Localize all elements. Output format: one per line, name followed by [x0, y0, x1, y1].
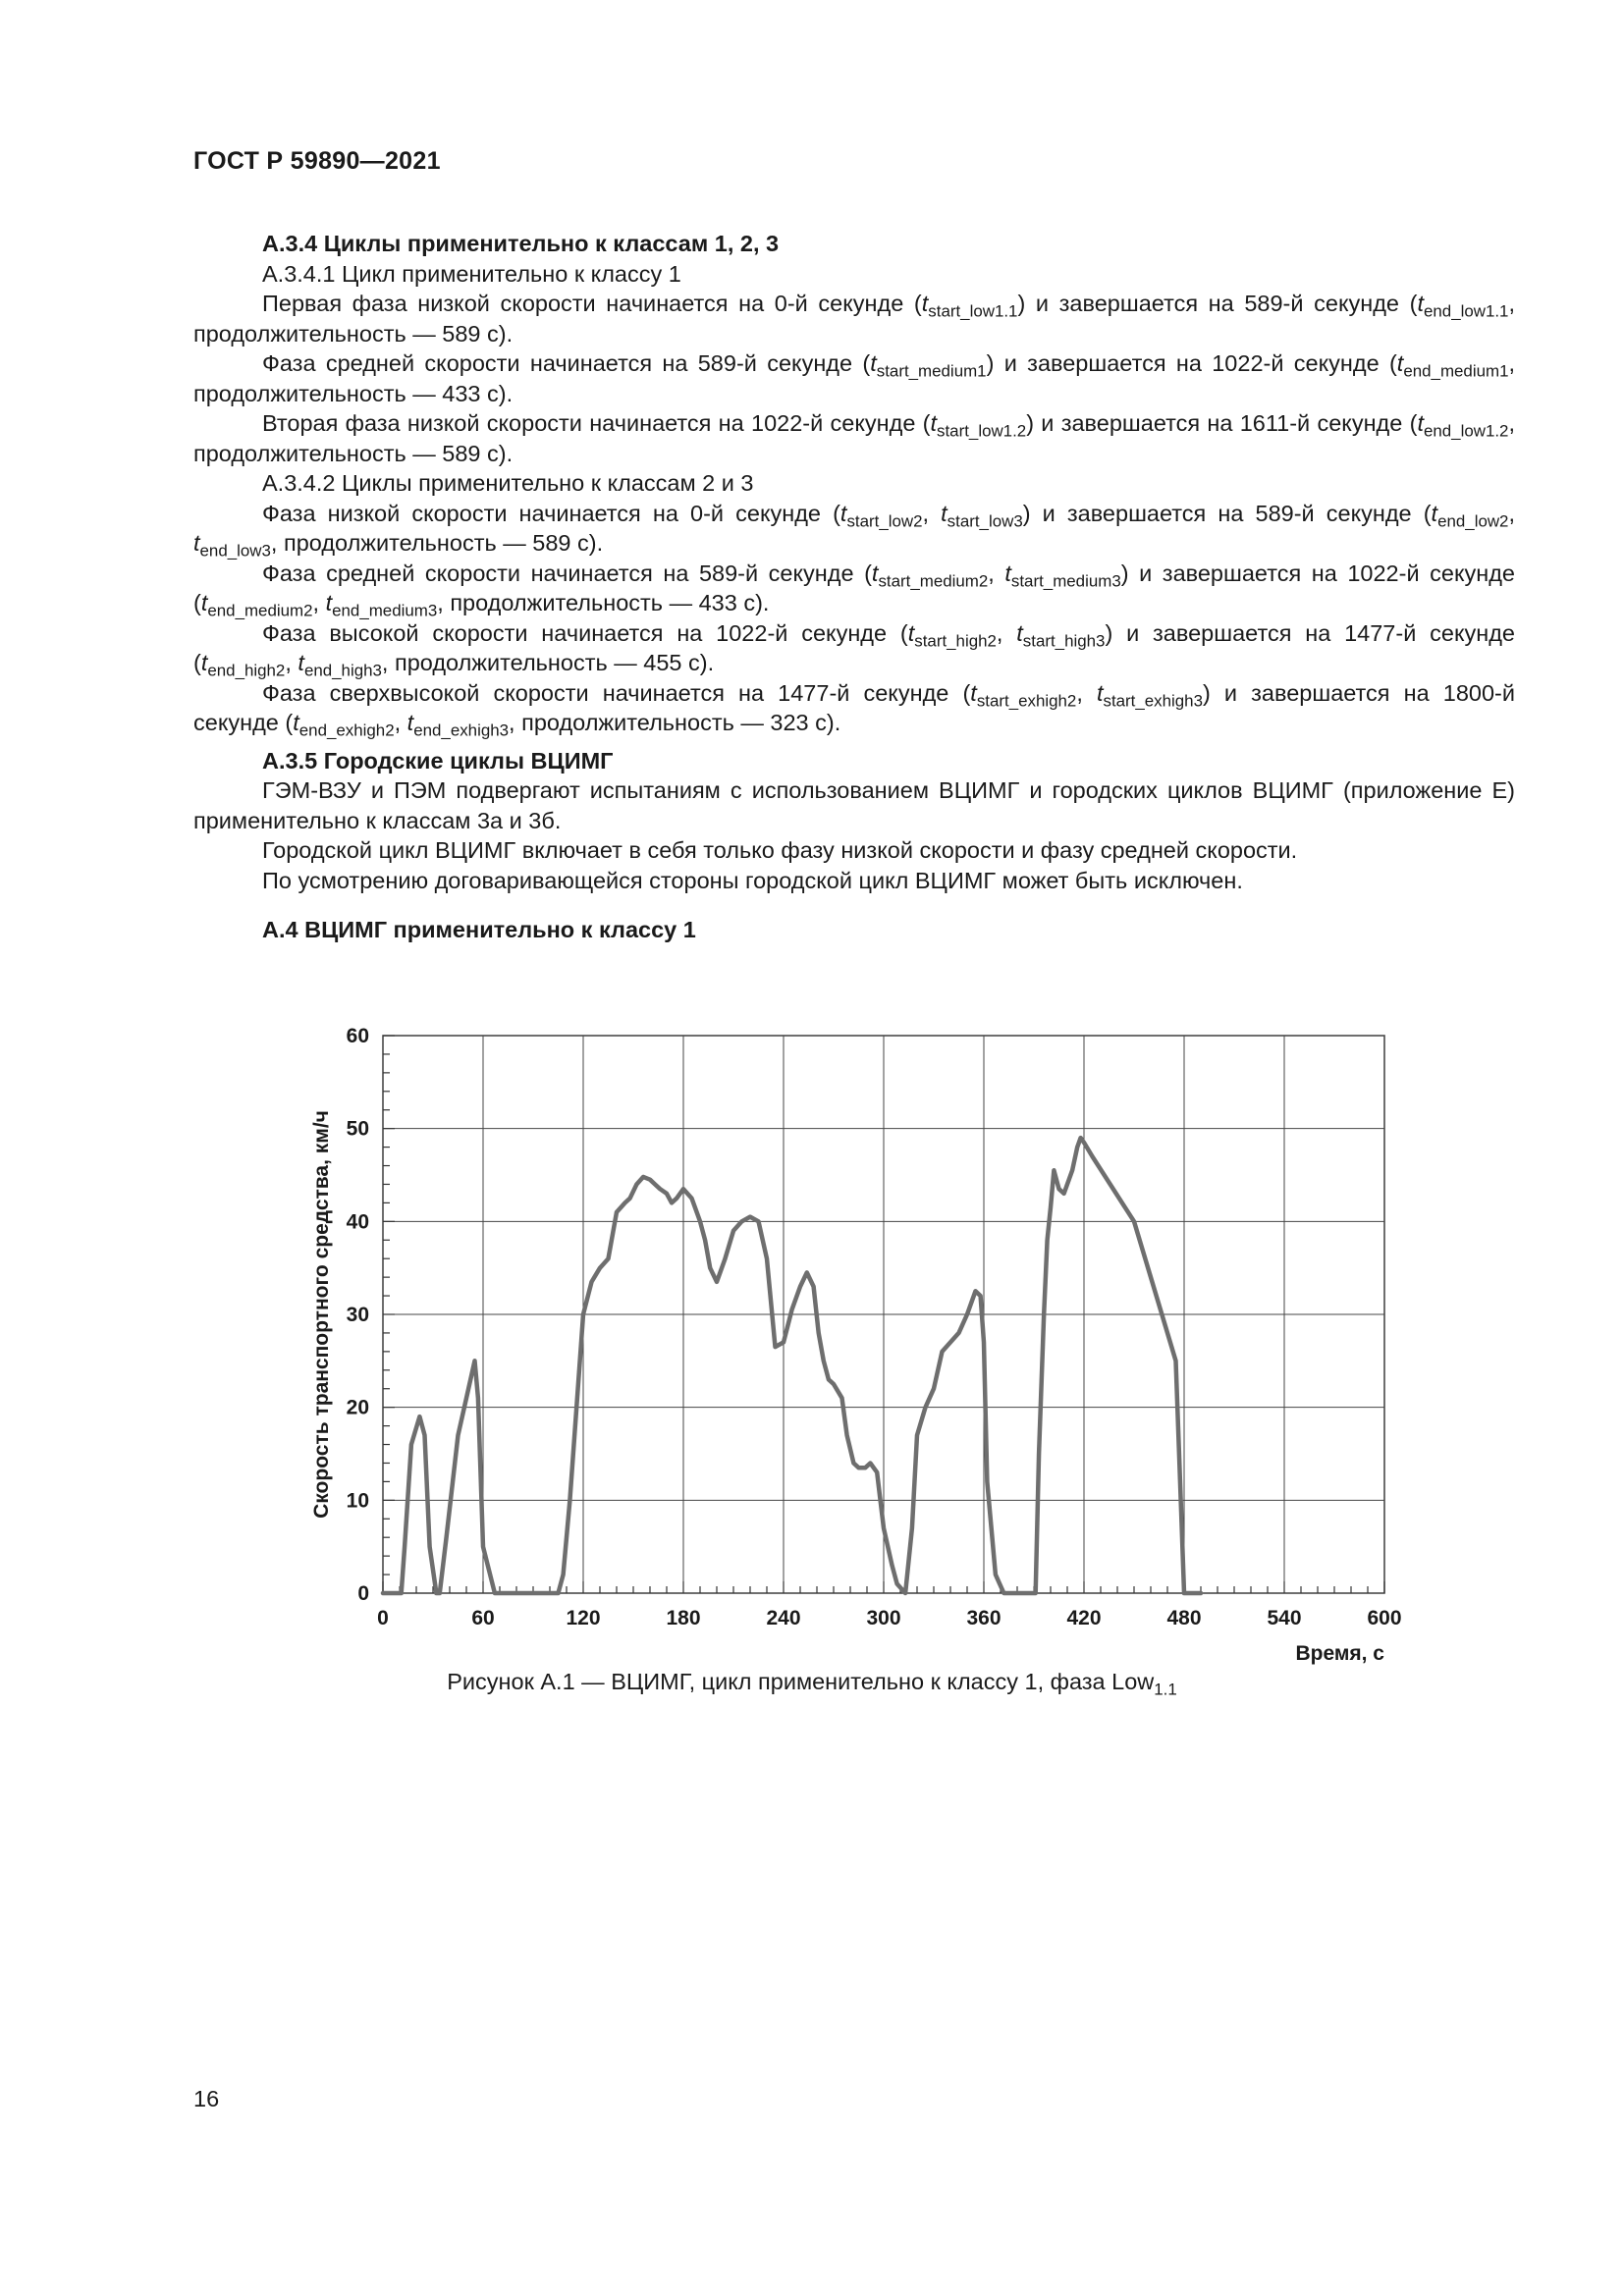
- text-run: , продолжительность — 323 с).: [509, 710, 841, 735]
- subscript: start_medium3: [1010, 570, 1121, 590]
- subscript: start_high3: [1022, 630, 1106, 650]
- var-t: t: [839, 500, 847, 526]
- speed-series-line: [383, 1138, 1201, 1593]
- x-tick-label: 480: [1166, 1607, 1202, 1629]
- line-layer: [383, 1138, 1201, 1593]
- subscript: start_exhigh2: [976, 690, 1077, 710]
- subscript: start_low3: [947, 510, 1023, 530]
- text-run: Вторая фаза низкой скорости начинается на 1022-й секунде (: [262, 410, 931, 436]
- var-t: t: [921, 291, 929, 316]
- x-tick-label: 0: [377, 1607, 389, 1629]
- subscript: end_medium1: [1403, 361, 1509, 381]
- subscript: end_exhigh2: [298, 721, 395, 740]
- document-header: ГОСТ Р 59890—2021: [193, 147, 441, 175]
- subscript: start_exhigh3: [1103, 690, 1203, 710]
- x-axis-label: Время, с: [1295, 1642, 1384, 1665]
- y-tick-label: 10: [346, 1489, 369, 1513]
- x-tick-label: 60: [471, 1607, 495, 1629]
- y-tick-label: 0: [357, 1582, 369, 1605]
- figure-caption: [0, 1669, 1624, 1699]
- text-run: ) и завершается на 589-й секунде (: [1017, 291, 1418, 316]
- subscript: end_medium3: [332, 601, 438, 620]
- subscript: end_low2: [1437, 510, 1509, 530]
- subscript: end_exhigh3: [413, 721, 510, 740]
- text-run: Фаза средней скорости начинается на 589-й секунде (: [262, 350, 871, 376]
- text-run: ) и завершается на 1022-й секунде (: [986, 350, 1397, 376]
- text-run: , продолжительность — 589 с).: [193, 410, 1515, 466]
- var-t: t: [200, 590, 208, 615]
- text-run: , продолжительность — 433 с).: [437, 590, 770, 615]
- x-tick-label: 600: [1367, 1607, 1402, 1629]
- text-run: ,: [1076, 679, 1097, 706]
- var-t: t: [325, 590, 333, 615]
- chart-container: [295, 1006, 1402, 1674]
- var-t: t: [1004, 560, 1011, 586]
- subscript: end_high3: [303, 661, 382, 680]
- subscript: start_high2: [914, 630, 997, 650]
- x-tick-label: 240: [766, 1607, 801, 1629]
- text-run: ) и завершается на 1800-й секунде (: [193, 679, 1515, 735]
- var-t: t: [1396, 350, 1404, 376]
- var-t: t: [1417, 410, 1424, 436]
- text-run: ) и завершается на 589-й секунде (: [1022, 500, 1432, 526]
- y-tick-label: 20: [346, 1396, 369, 1419]
- speed-chart: [295, 1006, 1402, 1674]
- paragraph-high2-3: [193, 618, 1515, 678]
- y-tick-label: 40: [346, 1210, 369, 1234]
- subsection-a342-title: А.3.4.2 Циклы применительно к классам 2 и 3: [262, 470, 754, 496]
- paragraph-low2-3: [193, 499, 1515, 559]
- var-t: t: [193, 530, 200, 556]
- y-tick-label: 60: [346, 1025, 369, 1047]
- subscript: end_low3: [199, 541, 271, 561]
- text-run: ,: [394, 710, 407, 735]
- subscript: start_low2: [846, 510, 923, 530]
- var-t: t: [930, 410, 938, 436]
- label-layer: [310, 1025, 1402, 1665]
- text-run: Фаза средней скорости начинается на 589-й секунде (: [262, 560, 872, 586]
- section-a35-title: А.3.5 Городские циклы ВЦИМГ: [262, 747, 614, 774]
- paragraph-low1-2: [193, 408, 1515, 468]
- var-t: t: [1016, 619, 1023, 646]
- caption-text: Рисунок А.1 — ВЦИМГ, цикл применительно к классу 1, фаза Low: [447, 1669, 1155, 1694]
- text-run: Фаза сверхвысокой скорости начинается на 1477-й секунде (: [262, 679, 971, 706]
- var-t: t: [406, 710, 414, 735]
- paragraph-low1-1: [193, 289, 1515, 348]
- var-t: t: [200, 650, 208, 675]
- x-tick-label: 420: [1066, 1607, 1102, 1629]
- page-number: 16: [193, 2086, 220, 2111]
- text-run: ,: [1508, 500, 1515, 526]
- paragraph-a35-1: ГЭМ-ВЗУ и ПЭМ подвергают испытаниям с использованием ВЦИМГ и городских циклов ВЦИМГ (приложение Е) применительно к классам 3а и 3б.: [193, 777, 1515, 833]
- document-body: [193, 229, 1515, 945]
- text-run: Первая фаза низкой скорости начинается на 0-й секунде (: [262, 291, 922, 316]
- subscript: end_low1.1: [1423, 301, 1509, 321]
- var-t: t: [871, 560, 879, 586]
- y-tick-label: 30: [346, 1304, 369, 1326]
- var-t: t: [1096, 679, 1104, 706]
- text-run: , продолжительность — 589 с).: [270, 530, 604, 556]
- text-run: , продолжительность — 589 с).: [193, 291, 1515, 347]
- y-tick-label: 50: [346, 1117, 369, 1141]
- var-t: t: [1431, 500, 1438, 526]
- subscript: end_medium2: [207, 601, 313, 620]
- paragraph-exhigh2-3: [193, 678, 1515, 738]
- x-tick-label: 300: [866, 1607, 901, 1629]
- var-t: t: [970, 679, 977, 706]
- subscript: start_low1.2: [937, 421, 1027, 441]
- text-run: Фаза низкой скорости начинается на 0-й секунде (: [262, 500, 840, 526]
- section-a4-title: А.4 ВЦИМГ применительно к классу 1: [262, 917, 696, 942]
- text-run: ) и завершается на 1022-й секунде (: [193, 560, 1516, 615]
- text-run: ) и завершается на 1611-й секунде (: [1026, 410, 1418, 436]
- x-tick-label: 180: [666, 1607, 701, 1629]
- text-run: ,: [312, 590, 326, 615]
- subscript: start_low1.1: [928, 301, 1018, 321]
- section-a34-title: А.3.4 Циклы применительно к классам 1, 2, 3: [262, 231, 780, 256]
- var-t: t: [293, 710, 299, 735]
- paragraph-a35-2: Городской цикл ВЦИМГ включает в себя только фазу низкой скорости и фазу средней скорости.: [262, 837, 1298, 863]
- text-run: Фаза высокой скорости начинается на 1022-й секунде (: [262, 619, 908, 646]
- subsection-a341-title: А.3.4.1 Цикл применительно к классу 1: [262, 260, 681, 287]
- caption-subscript: 1.1: [1154, 1680, 1177, 1699]
- text-run: ,: [996, 619, 1017, 646]
- paragraph-medium2-3: [193, 559, 1515, 618]
- subscript: end_high2: [207, 661, 286, 680]
- x-tick-label: 540: [1267, 1607, 1302, 1629]
- text-run: ) и завершается на 1477-й секунде (: [193, 619, 1515, 675]
- text-run: ,: [285, 650, 298, 675]
- paragraph-medium1: [193, 348, 1515, 408]
- subscript: end_low1.2: [1423, 421, 1509, 441]
- var-t: t: [941, 500, 947, 526]
- text-run: , продолжительность — 455 с).: [381, 650, 715, 675]
- subscript: start_medium2: [878, 570, 989, 590]
- subscript: start_medium1: [876, 361, 987, 381]
- text-run: , продолжительность — 433 с).: [193, 350, 1516, 406]
- var-t: t: [1417, 291, 1424, 316]
- x-tick-label: 120: [566, 1607, 601, 1629]
- var-t: t: [298, 650, 304, 675]
- text-run: ,: [922, 500, 942, 526]
- var-t: t: [907, 619, 915, 646]
- y-axis-label: Скорость транспортного средства, км/ч: [310, 1110, 333, 1519]
- text-run: ,: [988, 560, 1005, 586]
- x-tick-label: 360: [966, 1607, 1001, 1629]
- var-t: t: [870, 350, 877, 376]
- paragraph-a35-3: По усмотрению договаривающейся стороны городской цикл ВЦИМГ может быть исключен.: [262, 867, 1243, 893]
